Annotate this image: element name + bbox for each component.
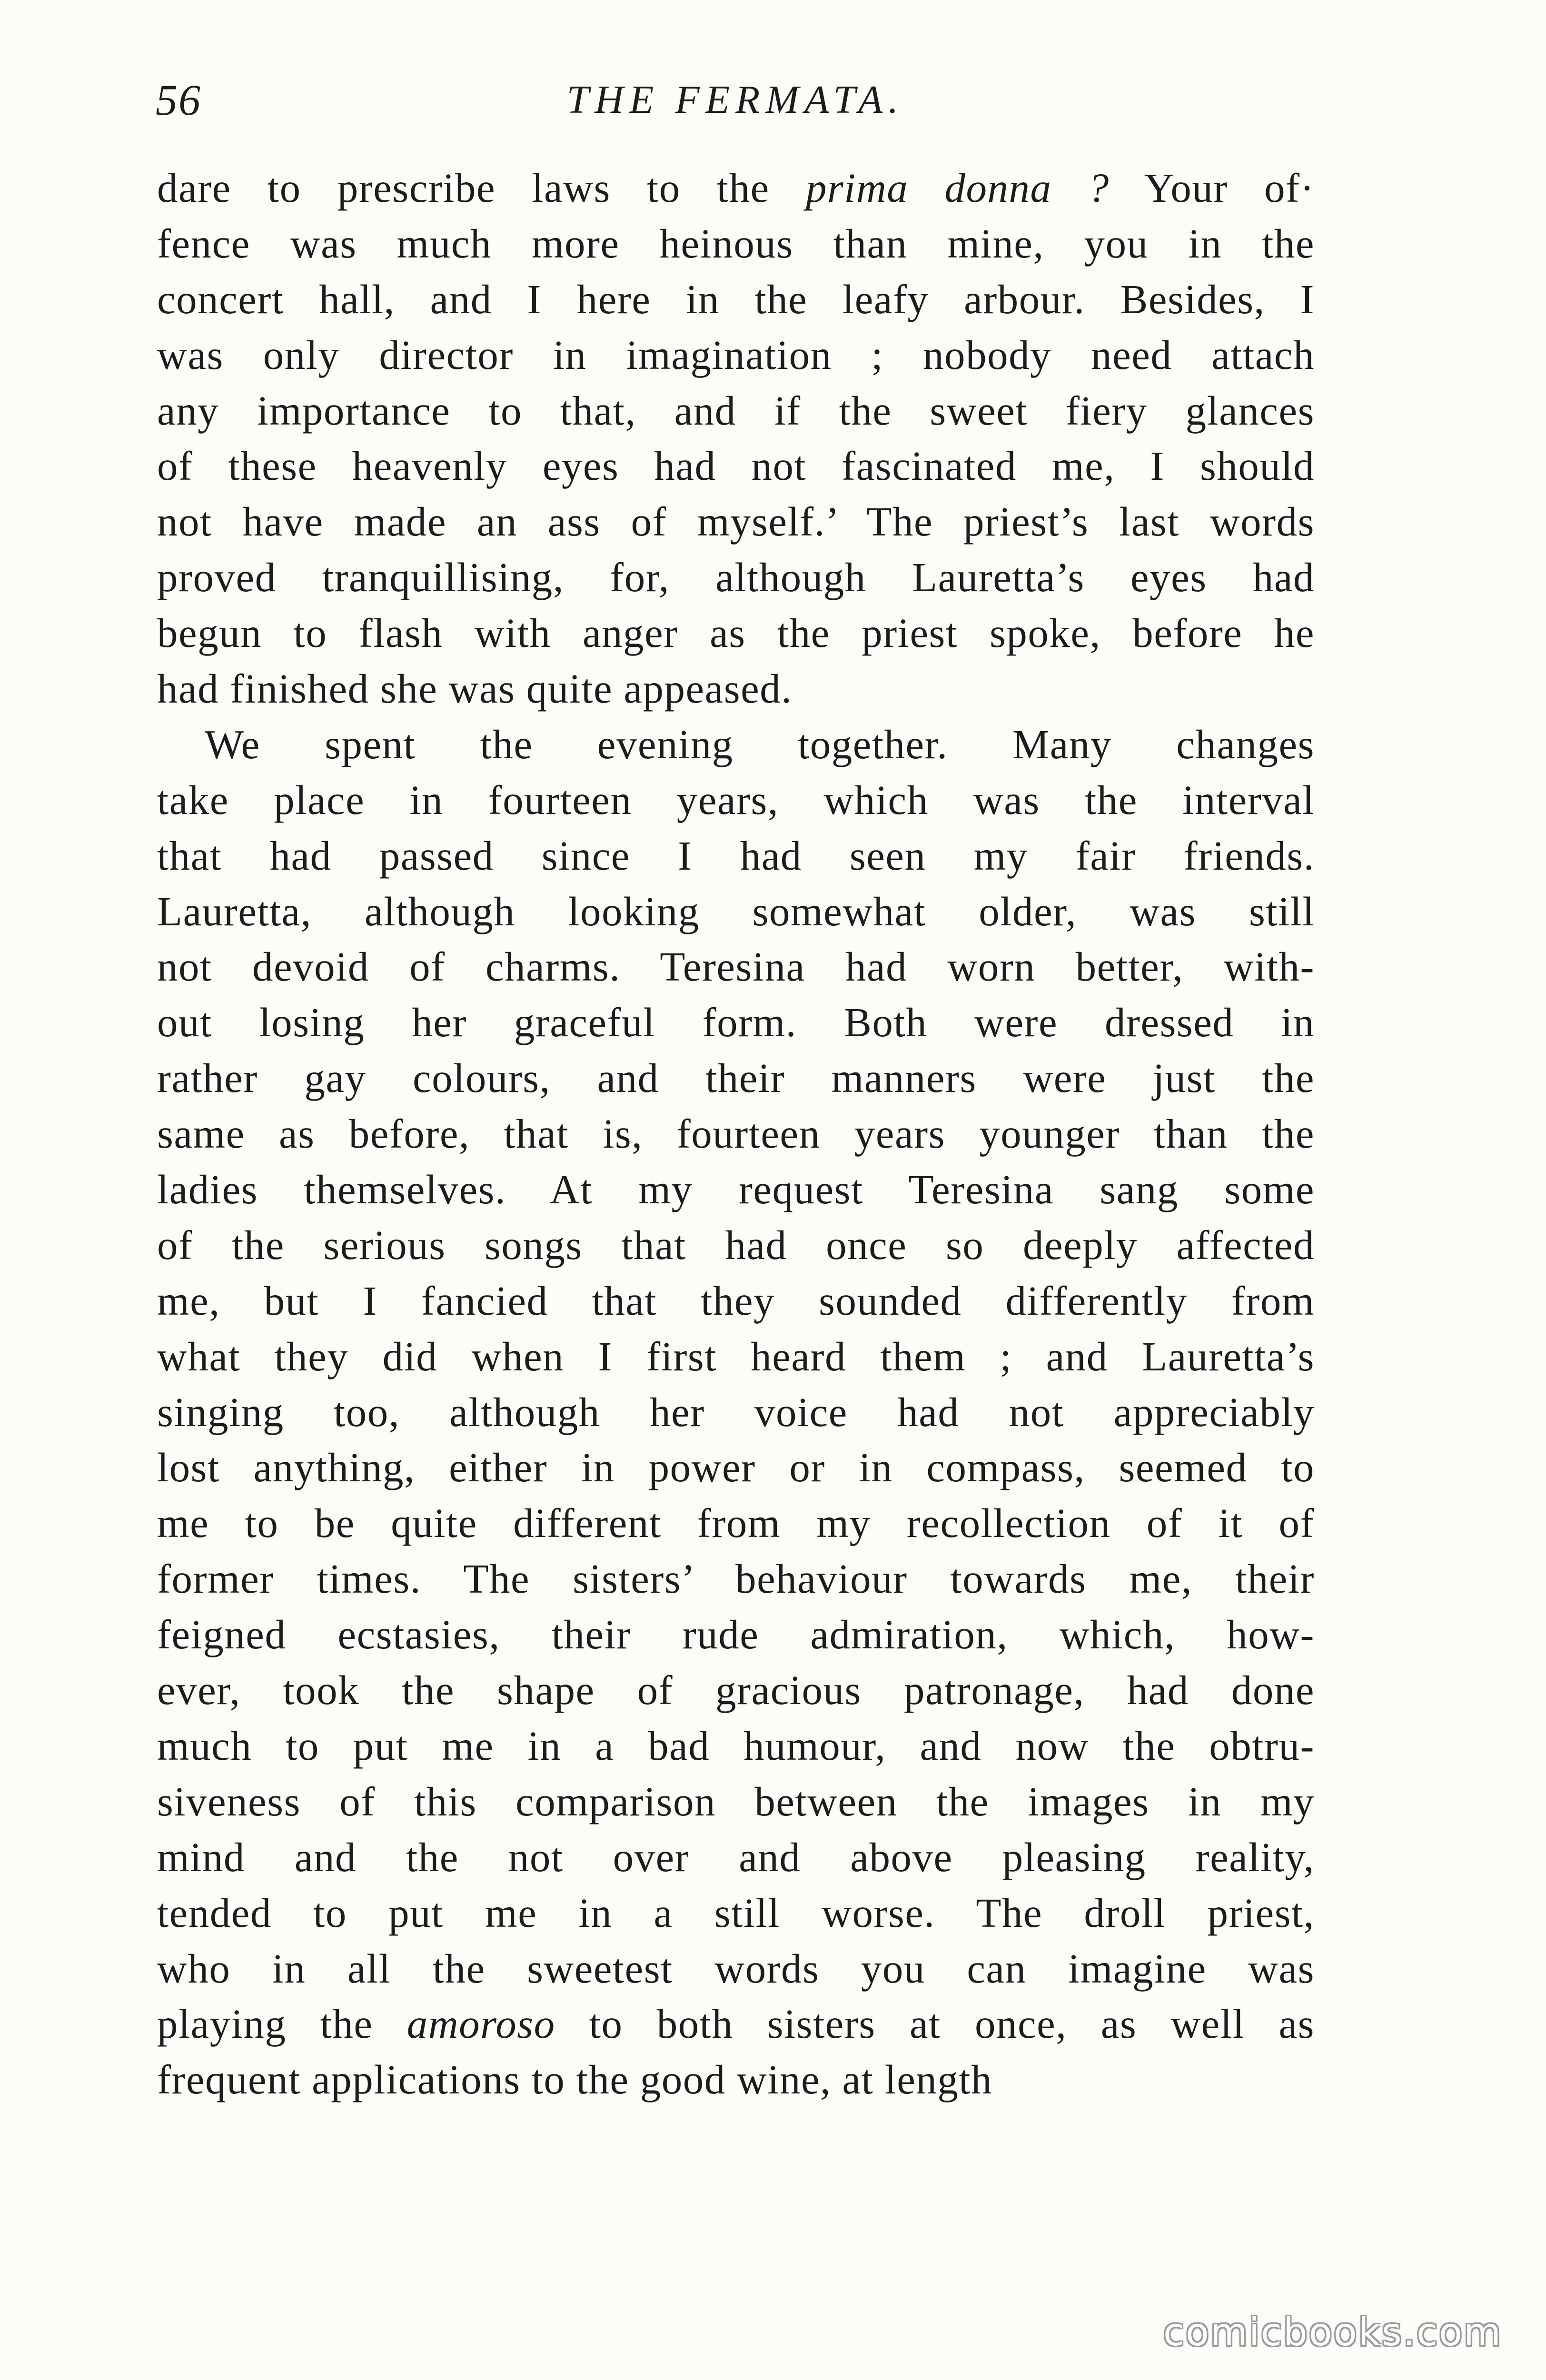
text-run: begun to flash with anger as the priest spoke, before he xyxy=(157,610,1315,656)
text-run: much to put me in a bad humour, and now the obtru- xyxy=(157,1722,1315,1769)
text-line xyxy=(157,1329,1315,1385)
text-run: to both sisters at once, as well as xyxy=(555,2001,1315,2047)
text-run: out losing her graceful form. Both were dressed in xyxy=(157,999,1315,1046)
italic-phrase: prima donna ? xyxy=(805,165,1110,211)
page-number: 56 xyxy=(156,76,201,124)
text-run: not have made an ass of myself.’ The priest’s last words xyxy=(157,498,1315,545)
text-line xyxy=(157,605,1315,661)
text-line xyxy=(157,1774,1315,1830)
text-line xyxy=(157,1996,1315,2052)
text-run: had finished she was quite appeased. xyxy=(157,665,793,712)
text-run: singing too, although her voice had not appreciably xyxy=(157,1388,1315,1435)
text-run: not devoid of charms. Teresina had worn better, with- xyxy=(157,943,1315,990)
text-line xyxy=(157,1218,1315,1273)
text-line xyxy=(157,550,1315,605)
text-line xyxy=(157,1551,1315,1607)
text-run: lost anything, either in power or in compass, seemed to xyxy=(157,1444,1315,1491)
text-line xyxy=(157,1496,1315,1551)
text-line xyxy=(157,1607,1315,1663)
text-line xyxy=(157,1051,1315,1106)
page-header xyxy=(156,71,1315,129)
text-run: me to be quite different from my recollection of it of xyxy=(157,1500,1315,1547)
italic-phrase: amoroso xyxy=(406,2001,555,2047)
text-line xyxy=(157,160,1315,216)
text-run: We spent the evening together. Many changes xyxy=(205,721,1315,767)
text-run: same as before, that is, fourteen years younger than the xyxy=(157,1111,1315,1157)
text-line xyxy=(157,1385,1315,1440)
text-run: ever, took the shape of gracious patronage, had done xyxy=(157,1667,1315,1714)
text-line xyxy=(157,494,1315,550)
text-run: concert hall, and I here in the leafy arbour. Besides, I xyxy=(157,276,1315,322)
text-run: me, but I fancied that they sounded differently from xyxy=(157,1277,1315,1324)
text-run: former times. The sisters’ behaviour towards me, their xyxy=(157,1556,1315,1602)
running-head: THE FERMATA. xyxy=(566,78,904,122)
text-run: was only director in imagination ; nobody need attach xyxy=(157,331,1315,378)
text-run: dare to prescribe laws to the xyxy=(157,165,806,211)
text-line xyxy=(157,2052,1315,2108)
text-line xyxy=(157,661,1315,717)
text-line xyxy=(157,1718,1315,1774)
text-run: that had passed since I had seen my fair friends. xyxy=(157,832,1315,879)
text-run: who in all the sweetest words you can imagine was xyxy=(157,1945,1315,1992)
watermark-logo: comicbooks.com xyxy=(1163,2310,1502,2354)
text-run: Your of· xyxy=(1109,165,1315,211)
text-run: feigned ecstasies, their rude admiration, which, how- xyxy=(157,1611,1315,1658)
text-line xyxy=(157,773,1315,828)
text-line xyxy=(157,1106,1315,1162)
text-line xyxy=(157,1162,1315,1218)
text-run: frequent applications to the good wine, at length xyxy=(157,2056,993,2103)
text-line xyxy=(157,327,1315,383)
text-line xyxy=(157,383,1315,439)
text-line xyxy=(157,995,1315,1051)
text-line xyxy=(157,939,1315,995)
text-run: what they did when I first heard them ; and Lauretta’s xyxy=(157,1333,1315,1379)
text-body xyxy=(157,160,1315,2108)
text-run: rather gay colours, and their manners were just the xyxy=(157,1055,1315,1101)
text-line xyxy=(157,717,1315,773)
text-line xyxy=(157,1273,1315,1329)
text-line xyxy=(157,1830,1315,1885)
text-run: Lauretta, although looking somewhat older, was still xyxy=(157,888,1315,934)
text-line xyxy=(157,272,1315,327)
text-line xyxy=(157,438,1315,494)
text-run: any importance to that, and if the sweet fiery glances xyxy=(157,387,1315,434)
text-line xyxy=(157,1885,1315,1941)
text-run: tended to put me in a still worse. The droll priest, xyxy=(157,1889,1315,1936)
text-line xyxy=(157,828,1315,884)
text-run: siveness of this comparison between the images in my xyxy=(157,1778,1315,1825)
text-run: ladies themselves. At my request Teresina sang some xyxy=(157,1166,1315,1213)
text-line xyxy=(157,216,1315,272)
text-line xyxy=(157,1663,1315,1718)
text-run: of these heavenly eyes had not fascinated me, I should xyxy=(157,443,1315,489)
text-run: proved tranquillising, for, although Lauretta’s eyes had xyxy=(157,554,1315,601)
text-line xyxy=(157,1440,1315,1496)
text-run: take place in fourteen years, which was the interval xyxy=(157,776,1315,823)
text-run: mind and the not over and above pleasing reality, xyxy=(157,1834,1315,1880)
text-line xyxy=(157,1941,1315,1997)
text-run: playing the xyxy=(157,2001,407,2047)
text-line xyxy=(157,884,1315,940)
text-run: of the serious songs that had once so deeply affected xyxy=(157,1221,1315,1268)
text-run: fence was much more heinous than mine, you in the xyxy=(157,220,1315,267)
